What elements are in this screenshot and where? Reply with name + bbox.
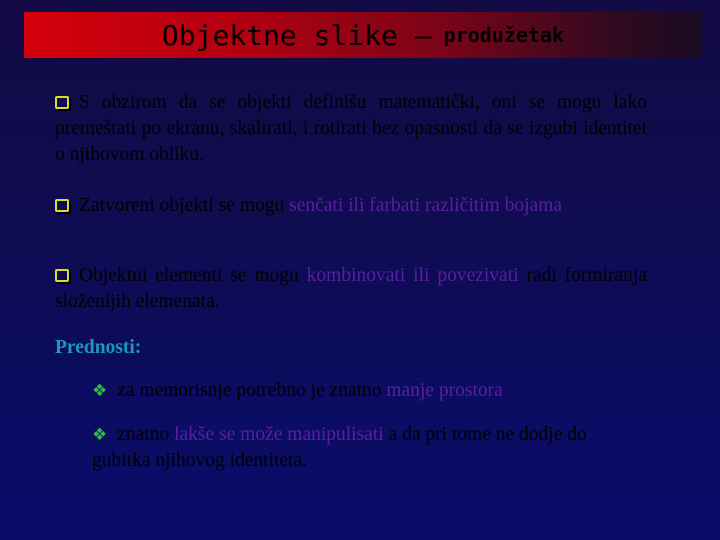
diamond-cluster-bullet-icon: ❖	[92, 425, 108, 445]
advantage-1-text-a: za memorisnje potrebno je znatno	[117, 380, 387, 401]
hollow-square-bullet-icon	[55, 96, 69, 109]
bullet-3-text-a: Objektni elementi se mogu	[79, 265, 307, 286]
bullet-point-3	[55, 263, 647, 315]
hollow-square-bullet-icon	[55, 269, 69, 282]
advantages-heading: Prednosti:	[55, 337, 142, 358]
bullet-1-text-b: bez opasnosti da	[372, 118, 502, 139]
advantage-2-text-a: znatno	[117, 424, 175, 445]
advantage-2-highlight: lakše se može manipulisati	[174, 424, 384, 445]
bullet-1-text-c: se izgubi identitet o njihovom obliku.	[55, 118, 647, 165]
advantage-item-1	[92, 378, 652, 404]
bullet-point-2	[55, 193, 647, 219]
bullet-point-1	[55, 90, 647, 168]
diamond-cluster-bullet-icon: ❖	[92, 381, 108, 401]
advantage-1-highlight: manje prostora	[386, 380, 503, 401]
advantage-item-2	[92, 422, 632, 474]
bullet-3-highlight: kombinovati ili povezivati	[306, 265, 519, 286]
slide-title: Objektne slike –	[161, 18, 432, 52]
bullet-3-text-c: radi formiranja složenijih elemenata.	[55, 265, 647, 312]
title-bar	[24, 12, 702, 58]
bullet-1-text-a: S obzirom da se objekti definišu matematički, oni se mogu lako premeštati po ekranu, skalirati, i rotirati	[55, 92, 647, 139]
bullet-2-highlight: senčati ili farbati različitim bojama	[289, 195, 563, 216]
bullet-2-text-a: Zatvoreni objekti se mogu	[79, 195, 290, 216]
hollow-square-bullet-icon	[55, 199, 69, 212]
advantage-2-text-c: a da pri tome ne dodje do gubitka njihovog identiteta.	[92, 424, 587, 471]
slide-subtitle: produžetak	[443, 23, 565, 47]
